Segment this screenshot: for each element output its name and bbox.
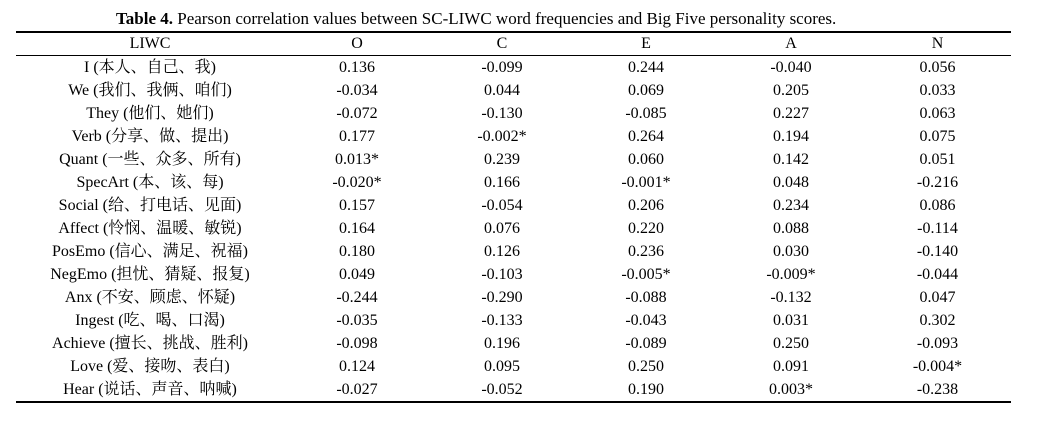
value-cell-a: 0.031 xyxy=(773,312,809,329)
value-cell-a: -0.009* xyxy=(766,266,816,283)
value-cell-a: 0.048 xyxy=(773,174,809,191)
table-row xyxy=(16,378,1011,402)
table-row xyxy=(16,263,1011,286)
value-cell-n: 0.051 xyxy=(919,151,956,168)
value-cell-a: -0.040 xyxy=(770,59,812,76)
value-cell-c: -0.002* xyxy=(477,128,527,145)
value-cell-e: -0.005* xyxy=(621,266,671,283)
value-cell-c: -0.052 xyxy=(481,381,523,398)
value-cell-c: -0.290 xyxy=(481,289,523,306)
table-row xyxy=(16,148,1011,171)
correlation-table xyxy=(16,31,1011,403)
liwc-category-cell: Quant (一些、众多、所有) xyxy=(59,151,241,168)
table-caption-label: Table 4. xyxy=(116,9,174,28)
value-cell-e: 0.190 xyxy=(628,381,664,398)
table-header xyxy=(16,32,1011,56)
header-c: C xyxy=(496,35,508,52)
value-cell-o: 0.124 xyxy=(339,358,375,375)
table-row xyxy=(16,332,1011,355)
value-cell-a: 0.250 xyxy=(773,335,809,352)
value-cell-n: 0.075 xyxy=(919,128,956,145)
table-row xyxy=(16,102,1011,125)
value-cell-n: 0.033 xyxy=(919,82,956,99)
value-cell-e: -0.085 xyxy=(625,105,667,122)
table-row xyxy=(16,355,1011,378)
table-row xyxy=(16,309,1011,332)
table-caption-text: Pearson correlation values between SC-LIWC word frequencies and Big Five personality scores. xyxy=(173,9,837,28)
value-cell-n: 0.047 xyxy=(919,289,956,306)
value-cell-n: -0.004* xyxy=(912,358,963,375)
value-cell-a: 0.142 xyxy=(773,151,809,168)
value-cell-e: 0.250 xyxy=(628,358,664,375)
table-body xyxy=(16,56,1011,403)
table-row xyxy=(16,56,1011,80)
value-cell-e: 0.069 xyxy=(628,82,664,99)
value-cell-o: 0.157 xyxy=(339,197,375,214)
value-cell-n: -0.140 xyxy=(916,243,959,260)
table-row xyxy=(16,194,1011,217)
value-cell-c: -0.130 xyxy=(481,105,523,122)
table-row xyxy=(16,79,1011,102)
value-cell-n: 0.063 xyxy=(919,105,956,122)
liwc-category-cell: Verb (分享、做、提出) xyxy=(71,128,229,145)
liwc-category-cell: Affect (怜悯、温暖、敏锐) xyxy=(58,220,242,237)
header-row xyxy=(16,32,1011,56)
value-cell-c: 0.044 xyxy=(484,82,520,99)
liwc-category-cell: Ingest (吃、喝、口渴) xyxy=(75,312,225,329)
liwc-category-cell: Love (爱、接吻、表白) xyxy=(70,358,230,375)
value-cell-n: 0.086 xyxy=(919,197,956,214)
table-caption xyxy=(116,9,836,29)
value-cell-o: 0.013* xyxy=(335,151,379,168)
value-cell-c: 0.239 xyxy=(484,151,520,168)
value-cell-o: -0.027 xyxy=(336,381,378,398)
value-cell-c: 0.076 xyxy=(484,220,520,237)
header-a: A xyxy=(785,35,797,52)
value-cell-a: 0.003* xyxy=(769,381,813,398)
value-cell-e: 0.244 xyxy=(628,59,664,76)
value-cell-e: 0.236 xyxy=(628,243,664,260)
liwc-category-cell: Achieve (擅长、挑战、胜利) xyxy=(52,335,248,352)
table-row xyxy=(16,171,1011,194)
value-cell-c: -0.103 xyxy=(481,266,523,283)
value-cell-e: 0.060 xyxy=(628,151,664,168)
table-row xyxy=(16,125,1011,148)
liwc-category-cell: They (他们、她们) xyxy=(86,105,214,122)
value-cell-a: 0.227 xyxy=(773,105,809,122)
liwc-category-cell: Hear (说话、声音、呐喊) xyxy=(63,381,237,398)
value-cell-a: 0.234 xyxy=(773,197,809,214)
value-cell-a: 0.091 xyxy=(773,358,809,375)
value-cell-n: -0.044 xyxy=(916,266,959,283)
value-cell-c: -0.054 xyxy=(481,197,523,214)
liwc-category-cell: Anx (不安、顾虑、怀疑) xyxy=(64,289,236,306)
value-cell-c: -0.099 xyxy=(481,59,523,76)
value-cell-e: 0.264 xyxy=(628,128,664,145)
liwc-category-cell: We (我们、我俩、咱们) xyxy=(68,82,232,99)
value-cell-o: 0.180 xyxy=(339,243,375,260)
value-cell-o: 0.136 xyxy=(339,59,375,76)
value-cell-o: -0.034 xyxy=(336,82,378,99)
table-row xyxy=(16,217,1011,240)
value-cell-o: -0.035 xyxy=(336,312,378,329)
value-cell-o: -0.072 xyxy=(336,105,378,122)
value-cell-c: 0.196 xyxy=(484,335,520,352)
value-cell-c: 0.095 xyxy=(484,358,520,375)
value-cell-a: 0.030 xyxy=(773,243,809,260)
value-cell-a: 0.205 xyxy=(773,82,809,99)
liwc-category-cell: SpecArt (本、该、每) xyxy=(76,174,224,191)
liwc-category-cell: PosEmo (信心、满足、祝福) xyxy=(51,243,248,260)
value-cell-n: -0.114 xyxy=(917,220,958,237)
value-cell-c: 0.126 xyxy=(484,243,520,260)
value-cell-o: 0.049 xyxy=(339,266,375,283)
value-cell-c: -0.133 xyxy=(481,312,523,329)
value-cell-n: -0.238 xyxy=(916,381,959,398)
value-cell-e: 0.206 xyxy=(628,197,664,214)
liwc-category-cell: Social (给、打电话、见面) xyxy=(58,197,242,214)
value-cell-e: -0.001* xyxy=(621,174,671,191)
value-cell-n: -0.093 xyxy=(916,335,959,352)
value-cell-o: 0.177 xyxy=(339,128,375,145)
value-cell-o: 0.164 xyxy=(339,220,375,237)
value-cell-e: -0.088 xyxy=(625,289,667,306)
value-cell-o: -0.098 xyxy=(336,335,378,352)
liwc-category-cell: NegEmo (担忧、猜疑、报复) xyxy=(50,266,250,283)
value-cell-n: 0.302 xyxy=(919,312,956,329)
value-cell-a: -0.132 xyxy=(770,289,812,306)
header-n: N xyxy=(931,35,944,52)
liwc-category-cell: I (本人、自己、我) xyxy=(84,59,216,76)
value-cell-e: -0.089 xyxy=(625,335,667,352)
header-o: O xyxy=(351,35,363,52)
table-row xyxy=(16,240,1011,263)
value-cell-n: -0.216 xyxy=(916,174,959,191)
table-row xyxy=(16,286,1011,309)
header-liwc: LIWC xyxy=(129,35,171,52)
value-cell-a: 0.194 xyxy=(773,128,809,145)
value-cell-n: 0.056 xyxy=(919,59,956,76)
value-cell-e: -0.043 xyxy=(625,312,667,329)
value-cell-a: 0.088 xyxy=(773,220,809,237)
value-cell-e: 0.220 xyxy=(628,220,664,237)
value-cell-c: 0.166 xyxy=(484,174,520,191)
value-cell-o: -0.020* xyxy=(332,174,382,191)
header-e: E xyxy=(641,35,651,52)
value-cell-o: -0.244 xyxy=(336,289,378,306)
